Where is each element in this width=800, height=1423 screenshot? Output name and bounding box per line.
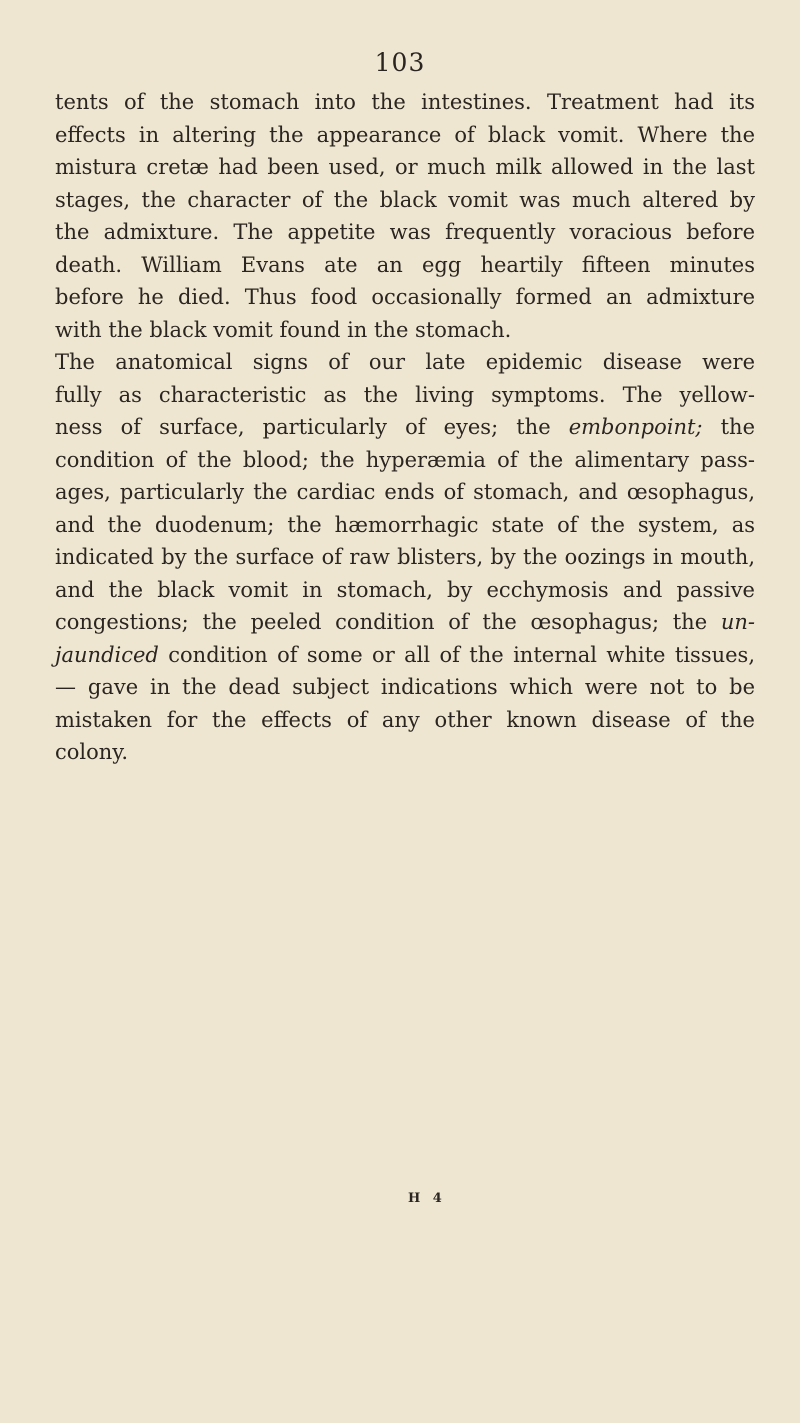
text-segment: tents of the stomach into the intestines. Treatment had its: [55, 90, 755, 114]
text-line: [55, 509, 755, 542]
text-line: [55, 314, 755, 347]
text-segment: the admixture. The appetite was frequently voracious before: [55, 220, 755, 244]
text-segment: and the black vomit in stomach, by ecchymosis and passive: [55, 577, 755, 602]
text-line: [55, 379, 755, 412]
text-line: [55, 411, 755, 444]
text-line: [55, 671, 755, 704]
text-line: [55, 736, 755, 769]
italic-text: jaundiced: [55, 642, 159, 667]
printer-signature-mark: H 4: [408, 1191, 446, 1206]
text-line: [55, 704, 755, 737]
text-line: [55, 249, 755, 282]
text-segment: ages, particularly the cardiac ends of stomach, and œsophagus,: [55, 480, 755, 504]
page-number: 103: [374, 48, 426, 77]
text-line: [55, 476, 755, 509]
text-line: [55, 541, 755, 574]
text-line: [55, 119, 755, 152]
body-text: [55, 86, 755, 769]
text-segment: fully as characteristic as the living symptoms. The yellow-: [55, 382, 755, 407]
text-segment: and the duodenum; the hæmorrhagic state of the system, as: [55, 512, 755, 537]
text-segment: mistura cretæ had been used, or much milk allowed in the last: [55, 155, 755, 179]
text-line: [55, 216, 755, 249]
italic-text: un-: [720, 610, 755, 634]
text-segment: congestions; the peeled condition of the œsophagus; the: [55, 610, 721, 634]
text-segment: mistaken for the effects of any other known disease of the: [55, 707, 755, 732]
text-segment: the: [702, 415, 755, 439]
text-line: [55, 86, 755, 119]
text-segment: effects in altering the appearance of black vomit. Where the: [55, 122, 755, 147]
text-segment: colony.: [55, 740, 129, 764]
text-segment: — gave in the dead subject indications which were not to be: [55, 675, 755, 699]
text-segment: ness of surface, particularly of eyes; the: [55, 415, 569, 439]
text-line: [55, 574, 755, 607]
text-segment: before he died. Thus food occasionally formed an admixture: [55, 285, 755, 309]
text-segment: indicated by the surface of raw blisters, by the oozings in mouth,: [55, 545, 755, 569]
italic-text: embonpoint;: [568, 415, 703, 439]
text-line: [55, 151, 755, 184]
text-line: [55, 184, 755, 217]
text-segment: condition of the blood; the hyperæmia of the alimentary pass-: [55, 447, 755, 472]
text-line: [55, 281, 755, 314]
text-line: [55, 346, 755, 379]
text-segment: condition of some or all of the internal white tissues,: [158, 642, 755, 667]
text-line: [55, 444, 755, 477]
text-segment: The anatomical signs of our late epidemic disease were: [55, 350, 755, 374]
text-segment: death. William Evans ate an egg heartily fifteen minutes: [55, 252, 755, 277]
text-line: [55, 606, 755, 639]
text-segment: with the black vomit found in the stomach.: [55, 317, 512, 342]
text-segment: stages, the character of the black vomit was much altered by: [55, 187, 755, 212]
text-line: [55, 639, 755, 672]
